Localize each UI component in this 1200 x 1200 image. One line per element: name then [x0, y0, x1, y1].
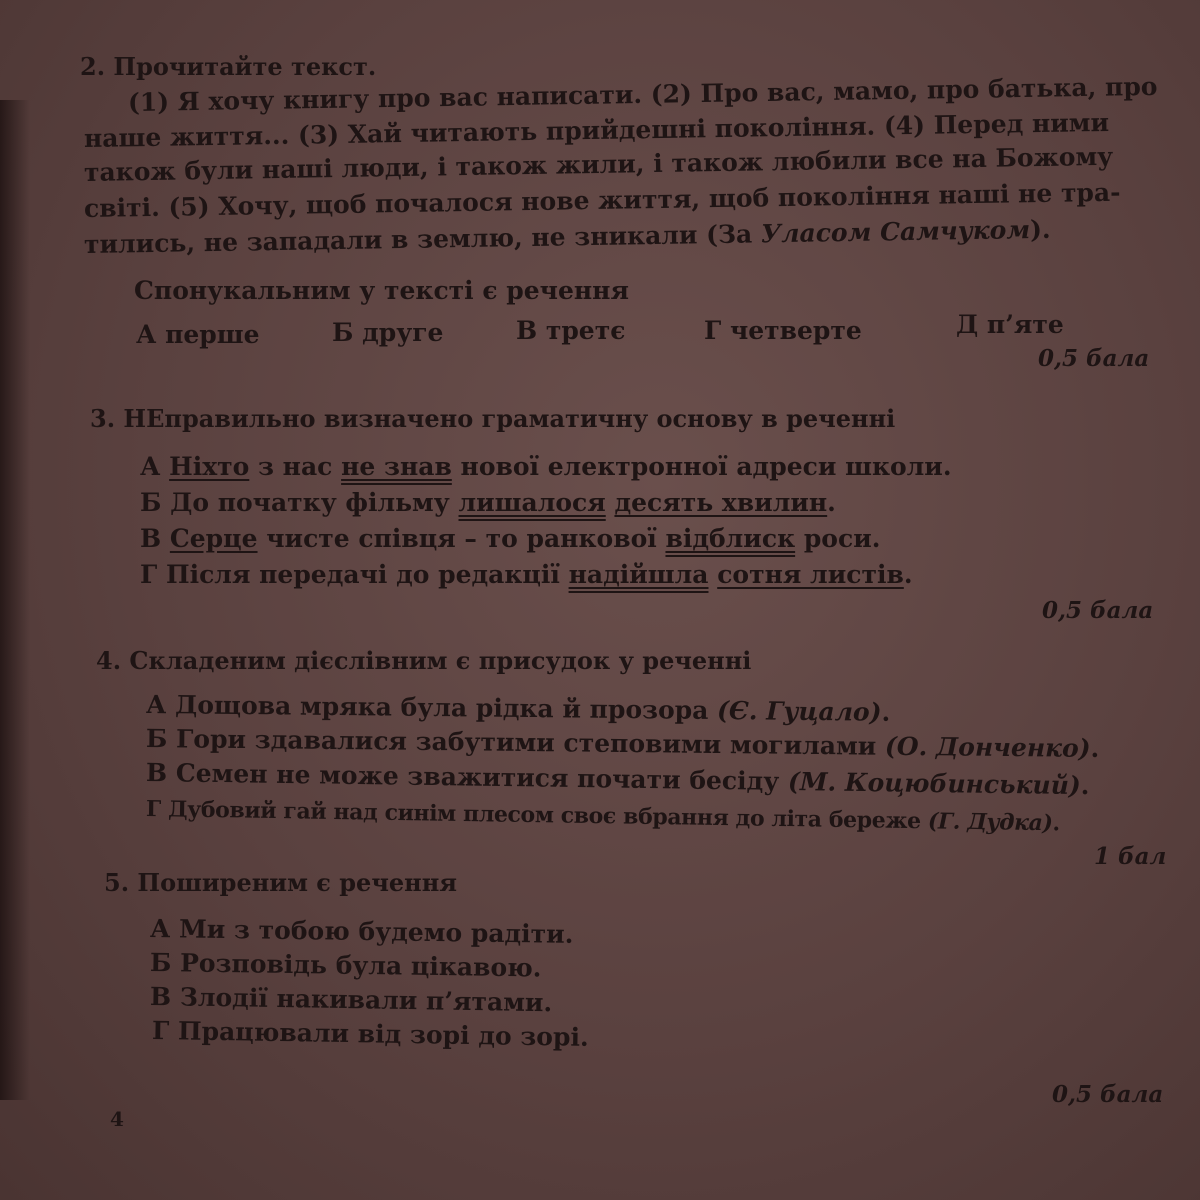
q5-option-d-letter: Г — [151, 1016, 170, 1046]
q4-option-c-letter: В — [145, 758, 168, 788]
q4-option-d-source: (Г. Дудка) — [927, 808, 1053, 837]
q3-option-b — [140, 488, 836, 518]
q2-author: Уласом Самчуком — [760, 215, 1031, 249]
q3-score: 0,5 бала — [1042, 597, 1154, 624]
book-edge-shadow — [0, 100, 30, 1100]
q3-a-text-1: з нас — [249, 452, 342, 481]
q3-c-subject: Серце — [169, 524, 258, 553]
q5-option-b-letter: Б — [149, 948, 172, 978]
q5-option-c-letter: В — [149, 982, 172, 1012]
q3-b-subject: десять хвилин — [614, 488, 828, 517]
q2-option-b: Б друге — [332, 318, 444, 347]
q2-option-e: Д п’яте — [956, 310, 1064, 339]
q3-d-predicate: надійшла — [568, 560, 709, 589]
q3-b-predicate: лишалося — [458, 488, 606, 517]
q3-a-subject: Ніхто — [169, 452, 250, 481]
q5-score: 0,5 бала — [1052, 1081, 1164, 1108]
q3-b-text-3: . — [827, 488, 836, 517]
q2-option-c: В третє — [516, 316, 626, 345]
q2-text-line-3: також були наші люди, і також жили, і також любили все на Божому — [83, 141, 1114, 187]
q4-option-b-source: (О. Донченко) — [884, 731, 1091, 763]
q3-d-text-1: Після передачі до редакції — [165, 560, 569, 589]
q2-question: Спонукальним у тексті є речення — [134, 276, 629, 305]
q2-last-line-end: ). — [1029, 214, 1051, 245]
q3-option-c-letter: В — [140, 524, 162, 553]
q4-option-a-letter: А — [145, 690, 167, 720]
q3-a-predicate: не знав — [341, 452, 452, 481]
q2-option-d: Г четверте — [704, 316, 862, 345]
q3-option-b-letter: Б — [140, 488, 162, 517]
q4-option-d — [146, 794, 1060, 838]
q3-a-text-2: нової електронної адреси школи. — [451, 452, 952, 481]
q2-title: 2. Прочитайте текст. — [80, 52, 377, 81]
q4-option-d-letter: Г — [145, 796, 161, 823]
q4-option-c — [146, 758, 1090, 801]
q4-option-c-source: (М. Коцюбинський) — [787, 766, 1081, 801]
q3-option-a — [140, 452, 952, 482]
q2-option-a: А перше — [136, 320, 260, 349]
q5-option-d — [152, 1016, 589, 1053]
q4-option-b-end: . — [1090, 733, 1100, 763]
q4-option-d-end: . — [1052, 810, 1060, 837]
q4-option-b — [146, 724, 1100, 764]
q3-option-c — [140, 524, 880, 554]
q5-option-a — [150, 914, 574, 950]
q5-option-b-text: Розповідь була цікавою. — [179, 948, 542, 983]
q3-option-d — [140, 560, 913, 590]
q4-option-c-text: Семен не може зважитися почати бесіду — [175, 758, 789, 796]
q4-option-a-text: Дощова мряка була рідка й прозора — [174, 690, 718, 725]
q3-c-text-2: роси. — [795, 524, 881, 553]
q4-score: 1 бал — [1094, 843, 1167, 870]
q3-b-text-1: До початку фільму — [170, 488, 459, 517]
q2-text-line-1: (1) Я хочу книгу про вас написати. (2) Про вас, мамо, про батька, про — [127, 71, 1158, 117]
q5-option-a-letter: А — [149, 914, 171, 944]
q5-option-a-text: Ми з тобою будемо радіти. — [178, 914, 574, 949]
q3-title: 3. НЕправильно визначено граматичну основу в реченні — [90, 404, 896, 433]
q4-title: 4. Складеним дієслівним є присудок у реченні — [96, 646, 752, 675]
q5-option-c — [150, 982, 553, 1018]
q4-option-d-text: Дубовий гай над синім плесом своє вбрання до літа береже — [167, 796, 929, 835]
q4-option-b-letter: Б — [145, 724, 168, 754]
q3-option-a-letter: А — [140, 452, 161, 481]
q2-score: 0,5 бала — [1038, 345, 1150, 372]
q3-c-text-1: чисте співця – то ранкової — [257, 524, 666, 553]
q5-title: 5. Поширеним є речення — [104, 868, 458, 897]
q4-option-c-end: . — [1080, 771, 1090, 801]
q2-last-line-start: тились, не западали в землю, не зникали (За — [83, 219, 762, 259]
q2-text-line-4: світі. (5) Хочу, щоб почалося нове життя, щоб покоління наші не тра- — [83, 177, 1121, 223]
q2-text-line-2: наше життя... (3) Хай читають прийдешні покоління. (4) Перед ними — [83, 107, 1110, 153]
q4-option-a — [146, 690, 891, 728]
q5-option-b — [150, 948, 542, 983]
q3-option-d-letter: Г — [140, 560, 158, 589]
q4-option-b-text: Гори здавалися забутими степовими могилами — [175, 724, 886, 761]
q4-option-a-source: (Є. Гуцало) — [716, 695, 882, 727]
q5-option-d-text: Працювали від зорі до зорі. — [177, 1016, 589, 1052]
q3-d-text-3: . — [903, 560, 913, 589]
page-number: 4 — [110, 1107, 124, 1131]
q3-d-text-2 — [708, 560, 717, 589]
q4-option-a-end: . — [881, 697, 891, 727]
q3-c-predicate: відблиск — [665, 524, 796, 553]
q3-d-subject: сотня листів — [717, 560, 904, 589]
q5-option-c-text: Злодії накивали п’ятами. — [179, 982, 553, 1018]
